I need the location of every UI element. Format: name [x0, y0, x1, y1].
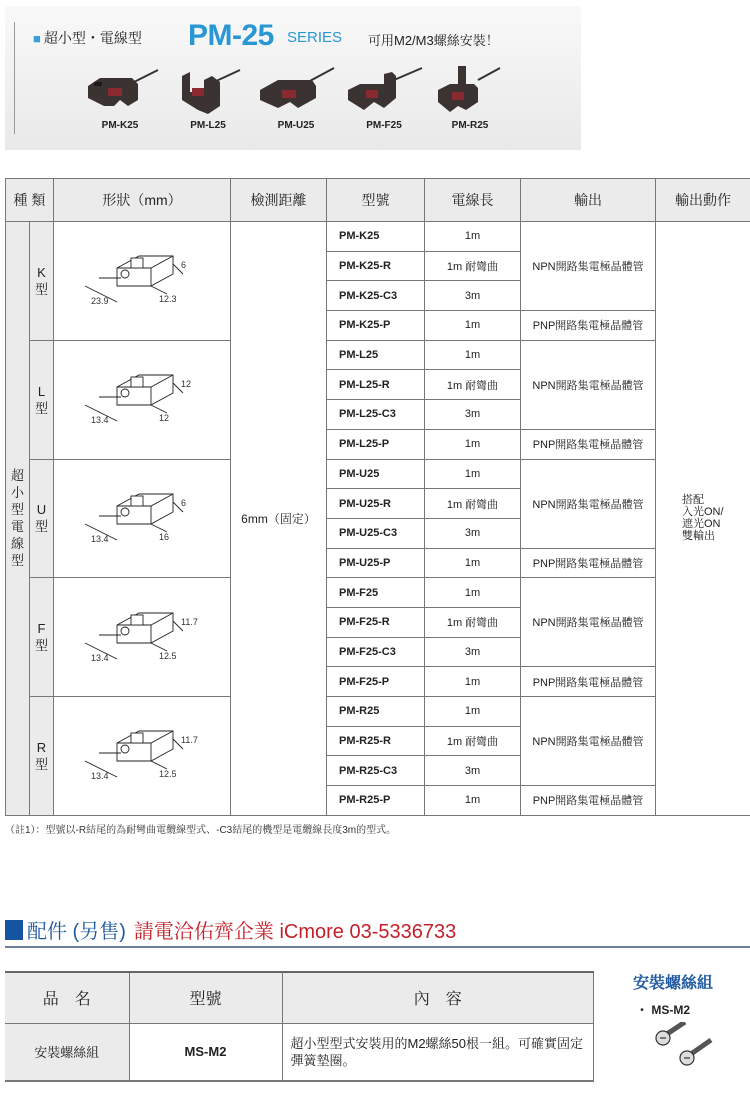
product-pm-l25: [163, 66, 253, 131]
output-cell-pnp: PNP開路集電極晶體管: [521, 429, 656, 459]
header-output: 輸出: [521, 179, 656, 222]
screw-icon: [633, 1022, 733, 1082]
product-label: PM-K25: [101, 120, 139, 131]
sensor-u-image: [256, 66, 336, 116]
type-cell-r: [30, 697, 54, 816]
bullet-icon: ■: [33, 31, 41, 46]
output-cell-pnp: PNP開路集電極晶體管: [521, 786, 656, 816]
header-type: 種 類: [6, 179, 54, 222]
cable-length-cell: 1m: [425, 340, 521, 370]
svg-text:12.5: 12.5: [159, 650, 177, 661]
cable-length-cell: 1m: [425, 311, 521, 341]
model-cell: PM-U25-P: [327, 548, 425, 578]
svg-text:12.3: 12.3: [159, 294, 177, 305]
banner-divider: [14, 22, 15, 134]
type-letter: F: [37, 621, 46, 637]
banner-subtitle: [33, 28, 142, 48]
product-pm-r25: [425, 66, 515, 131]
type-letter: K: [37, 264, 46, 280]
screw-set-model: ・ MS-M2: [636, 1003, 691, 1017]
output-cell-pnp: PNP開路集電極晶體管: [521, 311, 656, 341]
series-name: PM-25: [188, 19, 274, 52]
accessories-title: 配件 (另售): [27, 921, 126, 943]
shape-diagram-f: [77, 601, 207, 671]
output-action-cell: 搭配 入光ON/ 遮光ON 雙輸出: [656, 222, 750, 816]
cable-length-cell: 1m: [425, 459, 521, 489]
cable-length-cell: 3m: [425, 281, 521, 311]
subtitle-text: 超小型・電線型: [43, 30, 142, 46]
cable-length-cell: 1m 耐彎曲: [425, 607, 521, 637]
model-cell: PM-F25-C3: [327, 637, 425, 667]
cable-length-cell: 1m: [425, 667, 521, 697]
shape-cell: [54, 222, 231, 341]
accessories-table: [5, 971, 594, 1082]
type-letter: L: [37, 383, 46, 399]
type-suffix: 型: [34, 400, 48, 416]
model-cell: PM-R25-P: [327, 786, 425, 816]
svg-text:12: 12: [181, 379, 192, 390]
model-cell: PM-U25-R: [327, 489, 425, 519]
cable-length-cell: 1m: [425, 697, 521, 727]
product-banner: [5, 6, 581, 150]
screw-set-title: 安裝螺絲組: [633, 975, 714, 992]
model-cell: PM-U25-C3: [327, 518, 425, 548]
cable-length-cell: 1m: [425, 548, 521, 578]
cable-length-cell: 1m: [425, 429, 521, 459]
product-pm-u25: [251, 66, 341, 131]
product-label: PM-L25: [190, 120, 226, 131]
banner-tagline: 可用M2/M3螺絲安裝！: [368, 33, 499, 48]
detection-distance: 6mm（固定）: [231, 222, 327, 816]
heading-divider: [5, 946, 750, 948]
type-suffix: 型: [34, 756, 48, 772]
category-label: 超 小 型 電 線 型: [10, 468, 24, 569]
model-cell: PM-K25-C3: [327, 281, 425, 311]
model-cell: PM-L25-C3: [327, 400, 425, 430]
cable-length-cell: 1m: [425, 222, 521, 252]
svg-text:6: 6: [181, 260, 187, 271]
model-cell: PM-L25-P: [327, 429, 425, 459]
header-model: 型號: [129, 972, 282, 1023]
model-cell: PM-L25: [327, 340, 425, 370]
screw-set-panel: [633, 970, 748, 1087]
accessories-heading: [5, 915, 456, 944]
cable-length-cell: 1m: [425, 578, 521, 608]
cable-length-cell: 1m 耐彎曲: [425, 489, 521, 519]
product-label: PM-R25: [451, 120, 489, 131]
item-content: 超小型型式安裝用的M2螺絲50根一組。可確實固定彈簧墊圈。: [282, 1023, 594, 1081]
output-cell-npn: NPN開路集電極晶體管: [521, 697, 656, 786]
cable-length-cell: 1m: [425, 786, 521, 816]
type-cell-f: [30, 578, 54, 697]
output-cell-npn: NPN開路集電極晶體管: [521, 578, 656, 667]
shape-cell: [54, 697, 231, 816]
header-content: 內 容: [282, 972, 594, 1023]
sensor-r-image: [430, 66, 510, 116]
cable-length-cell: 1m 耐彎曲: [425, 370, 521, 400]
series-word: SERIES: [287, 29, 343, 46]
svg-text:16: 16: [159, 531, 170, 542]
svg-text:11.7: 11.7: [181, 616, 198, 627]
footnote: （註1）：型號以-R結尾的為耐彎曲電纜線型式、-C3結尾的機型是電纜線長度3m的型式。: [5, 825, 397, 836]
type-suffix: 型: [34, 281, 48, 297]
table-row: [6, 697, 750, 727]
product-pm-f25: [339, 66, 429, 131]
shape-diagram-u: [77, 482, 207, 552]
model-cell: PM-F25-P: [327, 667, 425, 697]
accessories-header-row: [5, 972, 594, 1023]
heading-square-icon: [5, 920, 23, 940]
model-cell: PM-F25-R: [327, 607, 425, 637]
type-cell-u: [30, 459, 54, 578]
category-cell: [6, 222, 30, 816]
cable-length-cell: 3m: [425, 756, 521, 786]
type-letter: U: [36, 502, 47, 518]
svg-text:13.4: 13.4: [91, 533, 109, 544]
cable-length-cell: 3m: [425, 400, 521, 430]
header-shape: 形狀（mm）: [54, 179, 231, 222]
model-cell: PM-U25: [327, 459, 425, 489]
shape-cell: [54, 459, 231, 578]
type-cell-k: [30, 222, 54, 341]
sensor-f-image: [344, 66, 424, 116]
svg-text:11.7: 11.7: [181, 735, 198, 746]
product-pm-k25: [75, 66, 165, 131]
table-row: [6, 340, 750, 370]
shape-cell: [54, 340, 231, 459]
output-cell-npn: NPN開路集電極晶體管: [521, 340, 656, 429]
shape-cell: [54, 578, 231, 697]
header-cable-length: 電線長: [425, 179, 521, 222]
header-item-name: 品 名: [5, 972, 129, 1023]
svg-text:13.4: 13.4: [91, 771, 109, 782]
table-row: [5, 1023, 594, 1081]
output-cell-npn: NPN開路集電極晶體管: [521, 222, 656, 311]
model-cell: PM-L25-R: [327, 370, 425, 400]
model-cell: PM-R25-C3: [327, 756, 425, 786]
model-cell: PM-R25-R: [327, 726, 425, 756]
product-label: PM-F25: [366, 120, 402, 131]
output-cell-npn: NPN開路集電極晶體管: [521, 459, 656, 548]
sensor-l-image: [168, 66, 248, 116]
svg-text:6: 6: [181, 497, 187, 508]
product-label: PM-U25: [277, 120, 315, 131]
spec-header-row: [6, 179, 750, 222]
sensor-k-image: [80, 66, 160, 116]
item-model: MS-M2: [129, 1023, 282, 1081]
model-cell: PM-R25: [327, 697, 425, 727]
contact-info: 請電洽佑齊企業 iCmore 03-5336733: [133, 921, 457, 943]
type-suffix: 型: [34, 638, 48, 654]
cable-length-cell: 3m: [425, 637, 521, 667]
header-distance: 檢測距離: [231, 179, 327, 222]
header-model: 型號: [327, 179, 425, 222]
model-cell: PM-K25-P: [327, 311, 425, 341]
cable-length-cell: 1m 耐彎曲: [425, 726, 521, 756]
type-suffix: 型: [34, 519, 48, 535]
type-cell-l: [30, 340, 54, 459]
svg-text:12: 12: [159, 413, 170, 424]
svg-text:12.5: 12.5: [159, 769, 177, 780]
spec-table: [5, 178, 750, 816]
type-letter: R: [36, 739, 47, 755]
output-cell-pnp: PNP開路集電極晶體管: [521, 548, 656, 578]
model-cell: PM-K25: [327, 222, 425, 252]
header-output-action: 輸出動作: [656, 179, 750, 222]
shape-diagram-l: [77, 363, 207, 433]
output-cell-pnp: PNP開路集電極晶體管: [521, 667, 656, 697]
table-row: [6, 578, 750, 608]
model-cell: PM-K25-R: [327, 251, 425, 281]
model-cell: PM-F25: [327, 578, 425, 608]
table-row: [6, 222, 750, 252]
cable-length-cell: 3m: [425, 518, 521, 548]
table-row: [6, 459, 750, 489]
svg-text:23.9: 23.9: [91, 296, 109, 307]
cable-length-cell: 1m 耐彎曲: [425, 251, 521, 281]
svg-text:13.4: 13.4: [91, 415, 109, 426]
shape-diagram-r: [77, 719, 207, 789]
svg-text:13.4: 13.4: [91, 652, 109, 663]
item-name: 安裝螺絲組: [5, 1023, 129, 1081]
shape-diagram-k: [77, 244, 207, 314]
